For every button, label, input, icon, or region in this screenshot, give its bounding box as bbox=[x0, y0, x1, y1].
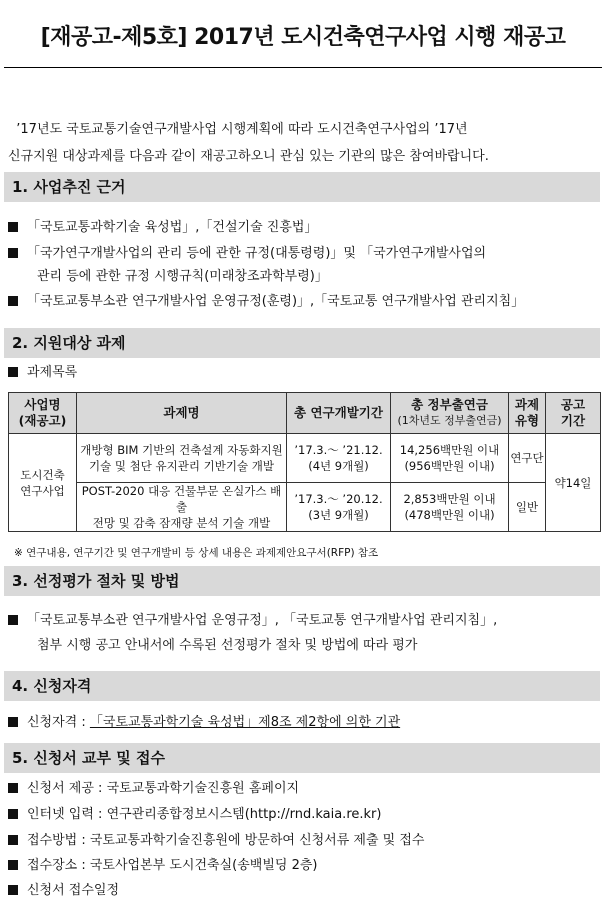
list-item: 「국토교통부소관 연구개발사업 운영규정」, 「국토교통 연구개발사업 관리지침」, bbox=[8, 612, 497, 630]
list-item: 신청서 접수일정 bbox=[8, 882, 119, 900]
list-label: 과제목록 bbox=[8, 364, 77, 382]
section-3-heading: 3. 선정평가 절차 및 방법 bbox=[4, 566, 600, 596]
intro-line: 신규지원 대상과제를 다음과 같이 재공고하오니 관심 있는 기관의 많은 참여바랍니다. bbox=[8, 149, 489, 164]
document-title: [재공고-제5호] 2017년 도시건축연구사업 시행 재공고 bbox=[40, 25, 566, 50]
title-divider bbox=[4, 67, 602, 68]
section-2-heading: 2. 지원대상 과제 bbox=[4, 328, 600, 358]
list-item: 「국토교통부소관 연구개발사업 운영규정(훈령)」,「국토교통 연구개발사업 관리지침」 bbox=[8, 293, 524, 311]
program-cell: 도시건축 연구사업 bbox=[9, 434, 77, 532]
square-bullet-icon bbox=[8, 367, 18, 377]
type-cell: 일반 bbox=[509, 483, 546, 532]
square-bullet-icon bbox=[8, 717, 18, 727]
task-cell: POST-2020 대응 건물부문 온실가스 배출 전망 및 감축 잠재량 분석 기술 개발 bbox=[77, 483, 287, 532]
task-table bbox=[8, 392, 601, 532]
square-bullet-icon bbox=[8, 885, 18, 895]
list-item: 접수장소 : 국토사업본부 도시건축실(송백빌딩 2층) bbox=[8, 857, 317, 875]
funding-cell: 2,853백만원 이내 (478백만원 이내) bbox=[391, 483, 509, 532]
list-item: 「국가연구개발사업의 관리 등에 관한 규정(대통령령)」및 「국가연구개발사업의 bbox=[8, 245, 486, 263]
header-program: 사업명 (재공고) bbox=[9, 393, 77, 434]
table-row bbox=[9, 483, 601, 532]
section-1-heading: 1. 사업추진 근거 bbox=[4, 172, 600, 202]
square-bullet-icon bbox=[8, 296, 18, 306]
list-item-continuation: 관리 등에 관한 규정 시행규칙(미래창조과학부령)」 bbox=[37, 269, 328, 284]
intro-paragraph bbox=[8, 116, 600, 170]
list-item: 신청자격 : 「국토교통과학기술 육성법」제8조 제2항에 의한 기관 bbox=[8, 714, 400, 732]
period-cell: ’17.3.～ ’20.12. (3년 9개월) bbox=[287, 483, 391, 532]
task-cell: 개방형 BIM 기반의 건축설계 자동화지원 기술 및 첨단 유지관리 기반기술 개발 bbox=[77, 434, 287, 483]
header-task: 과제명 bbox=[77, 393, 287, 434]
square-bullet-icon bbox=[8, 615, 18, 625]
list-item: 신청서 제공 : 국토교통과학기술진흥원 홈페이지 bbox=[8, 780, 299, 798]
header-type: 과제 유형 bbox=[509, 393, 546, 434]
list-item: 접수방법 : 국토교통과학기술진흥원에 방문하여 신청서류 제출 및 접수 bbox=[8, 832, 425, 850]
type-cell: 연구단 bbox=[509, 434, 546, 483]
period-cell: ’17.3.～ ’21.12. (4년 9개월) bbox=[287, 434, 391, 483]
list-item: 인터넷 입력 : 연구관리종합정보시스템(http://rnd.kaia.re.kr) bbox=[8, 806, 381, 824]
table-header-row bbox=[9, 393, 601, 434]
square-bullet-icon bbox=[8, 783, 18, 793]
header-funding: 총 정부출연금 (1차년도 정부출연금) bbox=[391, 393, 509, 434]
header-notice: 공고 기간 bbox=[546, 393, 601, 434]
square-bullet-icon bbox=[8, 222, 18, 232]
notice-period-cell: 약14일 bbox=[546, 434, 601, 532]
list-item-continuation: 첨부 시행 공고 안내서에 수록된 선정평가 절차 및 방법에 따라 평가 bbox=[37, 638, 418, 653]
square-bullet-icon bbox=[8, 835, 18, 845]
square-bullet-icon bbox=[8, 248, 18, 258]
section-4-heading: 4. 신청자격 bbox=[4, 671, 600, 701]
list-item: 「국토교통과학기술 육성법」,「건설기술 진흥법」 bbox=[8, 219, 317, 237]
header-period: 총 연구개발기간 bbox=[287, 393, 391, 434]
table-row bbox=[9, 434, 601, 483]
square-bullet-icon bbox=[8, 809, 18, 819]
intro-line: ’17년도 국토교통기술연구개발사업 시행계획에 따라 도시건축연구사업의 ’17년 bbox=[8, 122, 468, 137]
square-bullet-icon bbox=[8, 860, 18, 870]
funding-cell: 14,256백만원 이내 (956백만원 이내) bbox=[391, 434, 509, 483]
rfp-note: ※ 연구내용, 연구기간 및 연구개발비 등 상세 내용은 과제제안요구서(RFP) 참조 bbox=[14, 547, 379, 559]
eligibility-text: 「국토교통과학기술 육성법」제8조 제2항에 의한 기관 bbox=[89, 715, 401, 730]
section-5-heading: 5. 신청서 교부 및 접수 bbox=[4, 743, 600, 773]
